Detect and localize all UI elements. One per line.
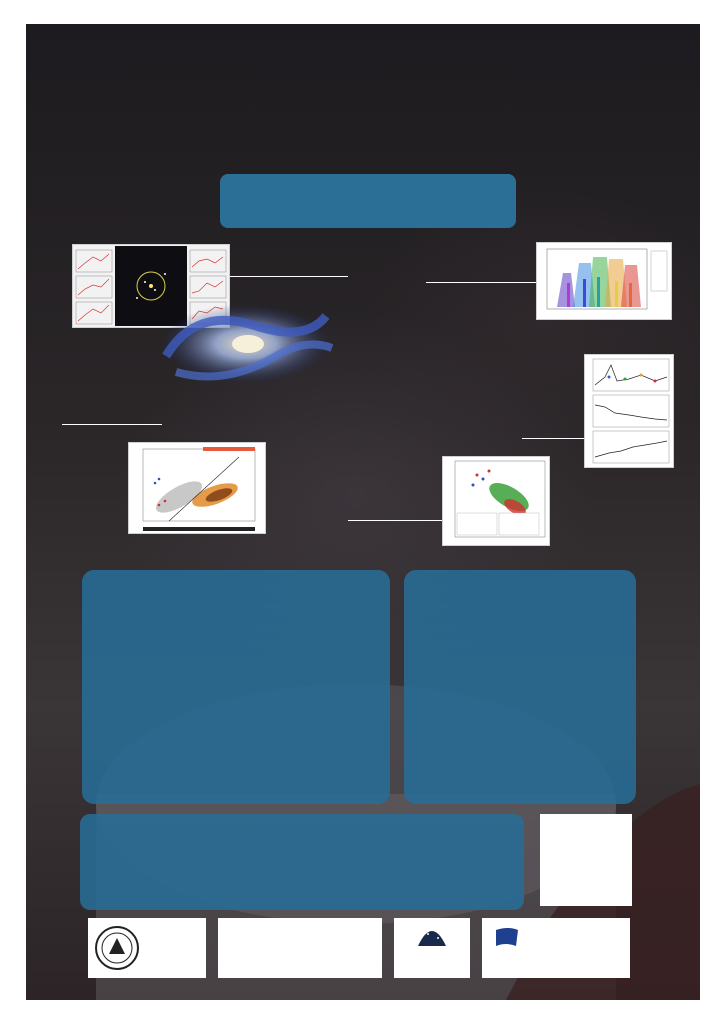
- topics-panel: [404, 570, 636, 804]
- unlp-seal-icon: [94, 924, 140, 972]
- lecturers-panel: [82, 570, 390, 804]
- contact-box: [220, 174, 516, 228]
- note-underline: [230, 276, 348, 277]
- spectra-plots: [585, 355, 673, 467]
- planetario-dome-icon: [416, 920, 448, 948]
- qr-code-pattern: [540, 814, 632, 906]
- planetary-nebulae-figure: [442, 456, 550, 546]
- pn-color-color-plot: [443, 457, 549, 545]
- quasar-color-color-plot: [129, 443, 265, 533]
- committee-panel: [80, 814, 524, 910]
- filter-transmission-curves: [537, 243, 671, 319]
- fcag-dots-icon: [222, 926, 278, 970]
- planetario-logo: [394, 918, 470, 978]
- fapesp-flag-icon: [494, 926, 520, 950]
- galaxy-image: [156, 286, 336, 406]
- qr-code[interactable]: [540, 814, 632, 906]
- photoz-mini-plots-left: [75, 249, 113, 325]
- note-underline: [522, 438, 584, 439]
- note-underline: [426, 282, 536, 283]
- fapesp-logo: [482, 918, 630, 978]
- filter-bands-figure: [536, 242, 672, 320]
- note-underline: [348, 520, 444, 521]
- note-underline: [62, 424, 162, 425]
- fcag-logo: [218, 918, 382, 978]
- quasar-selection-figure: [128, 442, 266, 534]
- spectra-figure: [584, 354, 674, 468]
- poster: [26, 24, 700, 1000]
- unlp-logo: [88, 918, 206, 978]
